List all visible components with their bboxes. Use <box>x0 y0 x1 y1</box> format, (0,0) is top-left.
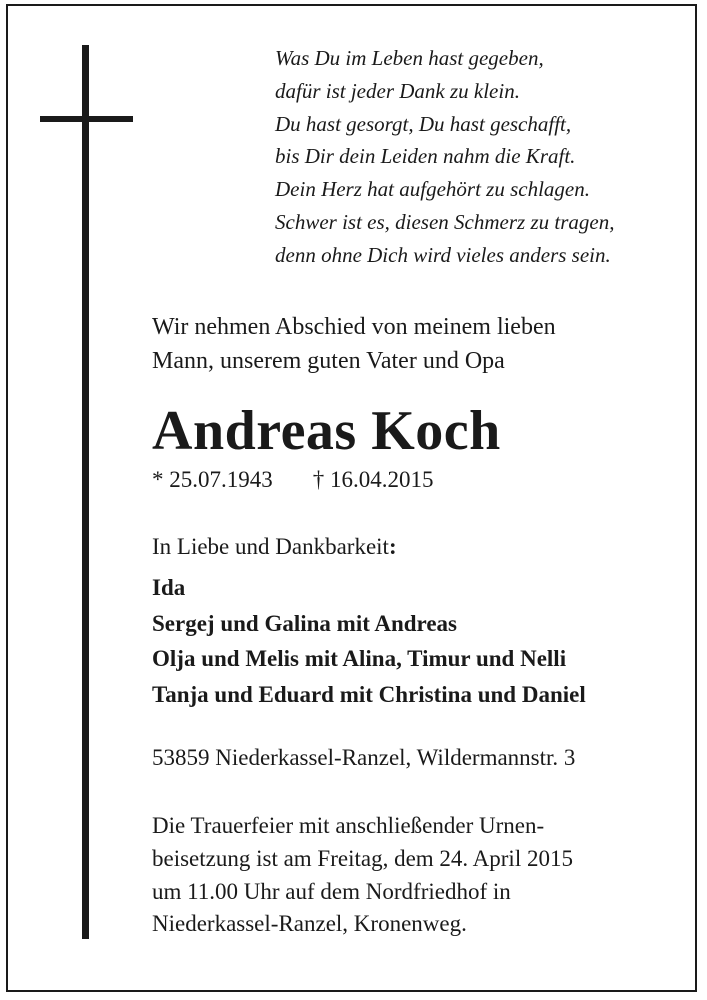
dedication-colon: : <box>388 534 397 559</box>
dedication-text: In Liebe und Dankbarkeit <box>152 534 389 559</box>
poem-line: bis Dir dein Leiden nahm die Kraft. <box>275 144 576 169</box>
life-dates <box>152 465 434 495</box>
poem-line: Du hast gesorgt, Du hast geschafft, <box>275 111 572 136</box>
ceremony-line: beisetzung ist am Freitag, dem 24. April 2015 <box>152 845 573 871</box>
family-member: Olja und Melis mit Alina, Timur und Nelli <box>152 646 567 672</box>
intro-line: Mann, unserem guten Vater und Opa <box>152 348 505 374</box>
ceremony-details <box>152 810 573 941</box>
family-member: Tanja und Eduard mit Christina und Daniel <box>152 681 586 707</box>
memorial-poem <box>275 42 695 272</box>
family-list <box>152 570 586 712</box>
ceremony-line: um 11.00 Uhr auf dem Nordfriedhof in <box>152 878 511 904</box>
dedication-line <box>152 532 397 562</box>
farewell-intro <box>152 310 672 378</box>
family-address: 53859 Niederkassel-Ranzel, Wildermannstr. 3 <box>152 745 576 770</box>
intro-line: Wir nehmen Abschied von meinem lieben <box>152 314 556 340</box>
deceased-name: Andreas Koch <box>152 400 501 462</box>
cross-vertical-bar <box>82 45 89 939</box>
birth-date: * 25.07.1943 <box>152 467 273 492</box>
poem-line: Was Du im Leben hast gegeben, <box>275 46 544 70</box>
death-date: † 16.04.2015 <box>312 467 434 492</box>
poem-line: dafür ist jeder Dank zu klein. <box>275 78 520 103</box>
poem-line: denn ohne Dich wird vieles anders sein. <box>275 242 611 267</box>
ceremony-line: Niederkassel-Ranzel, Kronenweg. <box>152 911 467 937</box>
poem-line: Schwer ist es, diesen Schmerz zu tragen, <box>275 209 615 234</box>
family-member: Ida <box>152 575 186 600</box>
family-member: Sergej und Galina mit Andreas <box>152 610 457 636</box>
ceremony-line: Die Trauerfeier mit anschließender Urnen- <box>152 813 545 838</box>
poem-line: Dein Herz hat aufgehört zu schlagen. <box>275 177 590 202</box>
cross-horizontal-bar <box>40 116 133 122</box>
